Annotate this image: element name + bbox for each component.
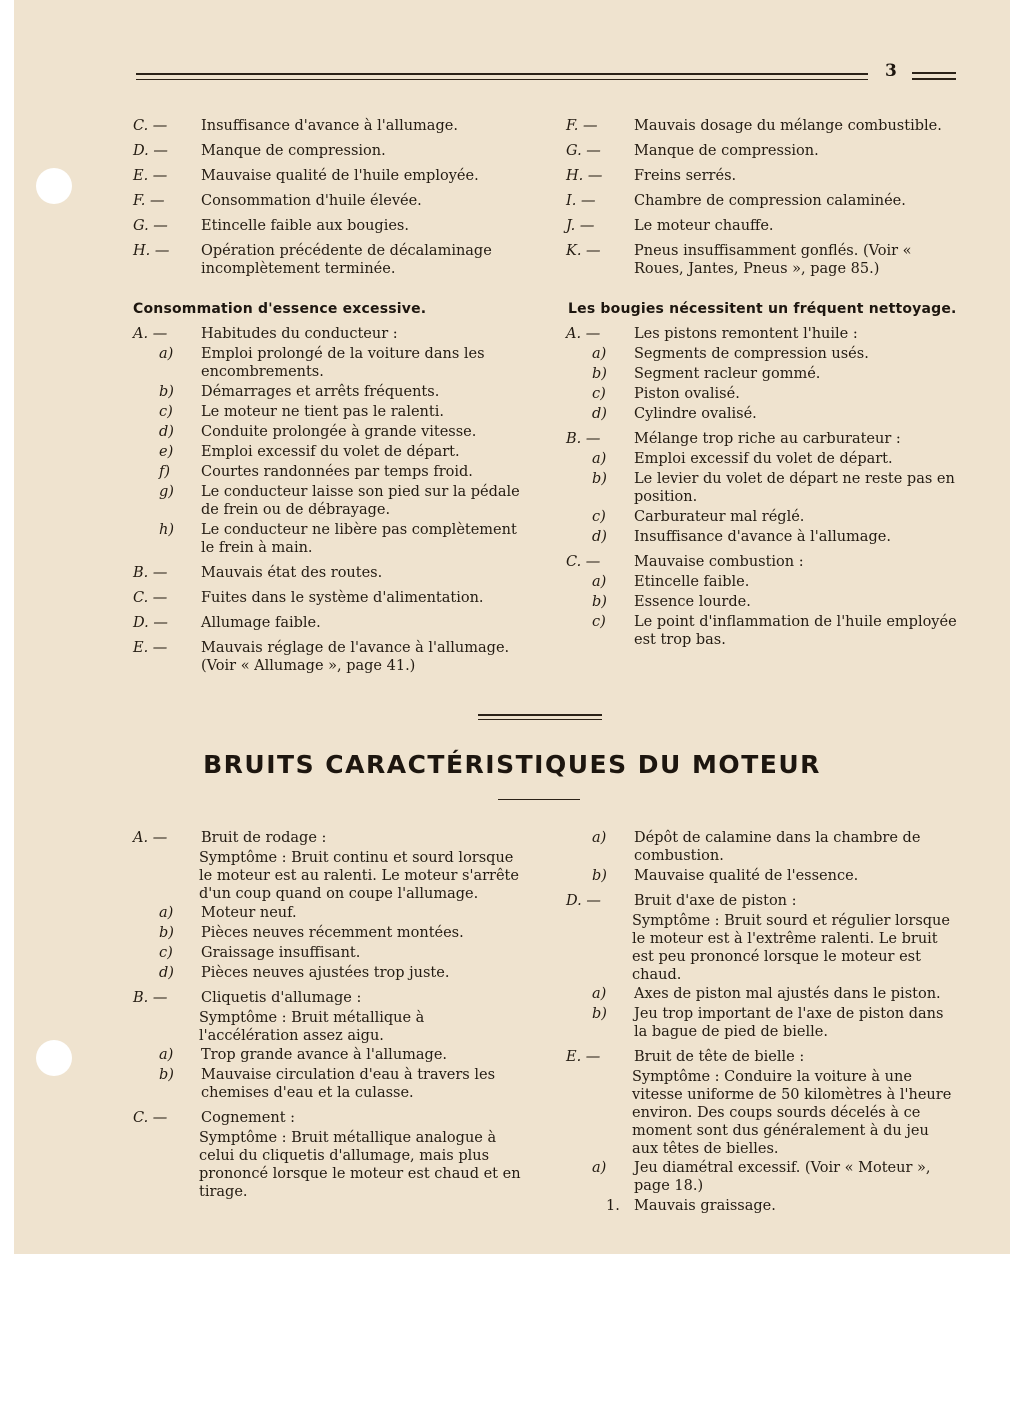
sub-item: b) Jeu trop important de l'axe de piston dans la bague de pied de bielle. (592, 1006, 944, 1040)
symptom-text: Symptôme : Bruit continu et sourd lorsque le moteur est au ralenti. Le moteur s'arrête d'un coup quand on coupe l'allumage. (199, 850, 519, 902)
sub-item: c) Le point d'inflammation de l'huile employée est trop bas. (592, 614, 957, 648)
divider-rule-bottom (478, 719, 602, 720)
sub-item: b) Essence lourde. (592, 594, 751, 610)
sub-item: a) Jeu diamétral excessif. (Voir « Moteur », page 18.) (592, 1160, 931, 1194)
header-rule-bottom (136, 79, 868, 80)
section-heading: Consommation d'essence excessive. (133, 301, 427, 317)
bruits-right-column (566, 822, 958, 1217)
sub-item: c) Le moteur ne tient pas le ralenti. (159, 404, 444, 420)
sub-item: b) Segment racleur gommé. (592, 366, 821, 382)
sub-item: d) Pièces neuves ajustées trop juste. (159, 965, 450, 981)
sub-item: c) Piston ovalisé. (592, 386, 740, 402)
list-item: E. — Mauvais réglage de l'avance à l'allumage. (Voir « Allumage », page 41.) (133, 640, 510, 674)
sub-item: e) Emploi excessif du volet de départ. (159, 444, 460, 460)
list-item: D. — Allumage faible. (133, 615, 321, 631)
list-item: G. — Manque de compression. (566, 143, 819, 159)
sub-item: a) Dépôt de calamine dans la chambre de combustion. (592, 830, 921, 864)
sub-item: b) Mauvaise circulation d'eau à travers les chemises d'eau et la culasse. (159, 1067, 496, 1101)
list-item: B. — Mélange trop riche au carburateur : (566, 431, 901, 447)
list-item: K. — Pneus insuffisamment gonflés. (Voir « Roues, Jantes, Pneus », page 85.) (566, 243, 912, 277)
divider-rule-top (478, 714, 602, 716)
sub-item: b) Pièces neuves récemment montées. (159, 925, 464, 941)
symptom-text: Symptôme : Bruit métallique analogue à celui du cliquetis d'allumage, mais plus prononcé lorsque le moteur est chaud et en tirage. (199, 1130, 521, 1200)
header-rule-top (136, 73, 868, 75)
sub-item: a) Etincelle faible. (592, 574, 750, 590)
list-item: H. — Opération précédente de décalaminage incomplètement terminée. (133, 243, 492, 277)
section-heading: Les bougies nécessitent un fréquent nettoyage. (568, 301, 957, 317)
sub-item: a) Moteur neuf. (159, 905, 297, 921)
sub-item: a) Emploi excessif du volet de départ. (592, 451, 893, 467)
sub-item: a) Axes de piston mal ajustés dans le piston. (592, 986, 941, 1002)
left-column (133, 110, 525, 677)
title-underline (498, 799, 580, 800)
list-item: F. — Consommation d'huile élevée. (133, 193, 422, 209)
page-number: 3 (885, 61, 897, 81)
list-item: C. — Insuffisance d'avance à l'allumage. (133, 118, 458, 134)
list-item: A. — Bruit de rodage : (133, 830, 327, 846)
list-item: I. — Chambre de compression calaminée. (566, 193, 906, 209)
section-title: BRUITS CARACTÉRISTIQUES DU MOTEUR (203, 750, 821, 779)
list-item: C. — Cognement : (133, 1110, 296, 1126)
punch-hole-bottom (36, 1040, 72, 1076)
bruits-left-column (133, 822, 525, 1202)
sub-item: h) Le conducteur ne libère pas complètement le frein à main. (159, 522, 517, 556)
numbered-item: 1. Mauvais graissage. (606, 1198, 776, 1214)
sub-item: d) Conduite prolongée à grande vitesse. (159, 424, 477, 440)
sub-item: g) Le conducteur laisse son pied sur la pédale de frein ou de débrayage. (159, 484, 520, 518)
sub-item: d) Insuffisance d'avance à l'allumage. (592, 529, 891, 545)
sub-item: b) Démarrages et arrêts fréquents. (159, 384, 440, 400)
list-item: A. — Habitudes du conducteur : (133, 326, 398, 342)
sub-item: d) Cylindre ovalisé. (592, 406, 757, 422)
list-item: C. — Fuites dans le système d'alimentation. (133, 590, 484, 606)
sub-item: b) Le levier du volet de départ ne reste pas en position. (592, 471, 955, 505)
list-item: A. — Les pistons remontent l'huile : (566, 326, 858, 342)
list-item: B. — Mauvais état des routes. (133, 565, 383, 581)
list-item: E. — Mauvaise qualité de l'huile employée. (133, 168, 479, 184)
list-item: H. — Freins serrés. (566, 168, 737, 184)
sub-item: c) Carburateur mal réglé. (592, 509, 805, 525)
list-item: F. — Mauvais dosage du mélange combustible. (566, 118, 942, 134)
sub-item: f) Courtes randonnées par temps froid. (159, 464, 473, 480)
sub-item: b) Mauvaise qualité de l'essence. (592, 868, 859, 884)
sub-item: a) Trop grande avance à l'allumage. (159, 1047, 448, 1063)
symptom-text: Symptôme : Bruit sourd et régulier lorsque le moteur est à l'extrême ralenti. Le bruit est peu prononcé lorsque le moteur est chaud. (632, 913, 950, 983)
sub-item: c) Graissage insuffisant. (159, 945, 361, 961)
sub-item: a) Segments de compression usés. (592, 346, 869, 362)
list-item: E. — Bruit de tête de bielle : (566, 1049, 805, 1065)
page-number-rule-top (912, 72, 956, 74)
list-item: D. — Bruit d'axe de piston : (566, 893, 797, 909)
list-item: G. — Etincelle faible aux bougies. (133, 218, 409, 234)
symptom-text: Symptôme : Conduire la voiture à une vitesse uniforme de 50 kilomètres à l'heure environ. Des coups sourds décelés à ce moment sont dus généralement à du jeu aux têtes de bielles. (632, 1069, 952, 1157)
punch-hole-top (36, 168, 72, 204)
page-number-rule-bottom (912, 78, 956, 80)
list-item: J. — Le moteur chauffe. (566, 218, 774, 234)
sub-item: a) Emploi prolongé de la voiture dans les encombrements. (159, 346, 485, 380)
list-item: B. — Cliquetis d'allumage : (133, 990, 362, 1006)
right-column (566, 110, 958, 651)
symptom-text: Symptôme : Bruit métallique à l'accélération assez aigu. (199, 1010, 425, 1044)
list-item: C. — Mauvaise combustion : (566, 554, 804, 570)
list-item: D. — Manque de compression. (133, 143, 386, 159)
